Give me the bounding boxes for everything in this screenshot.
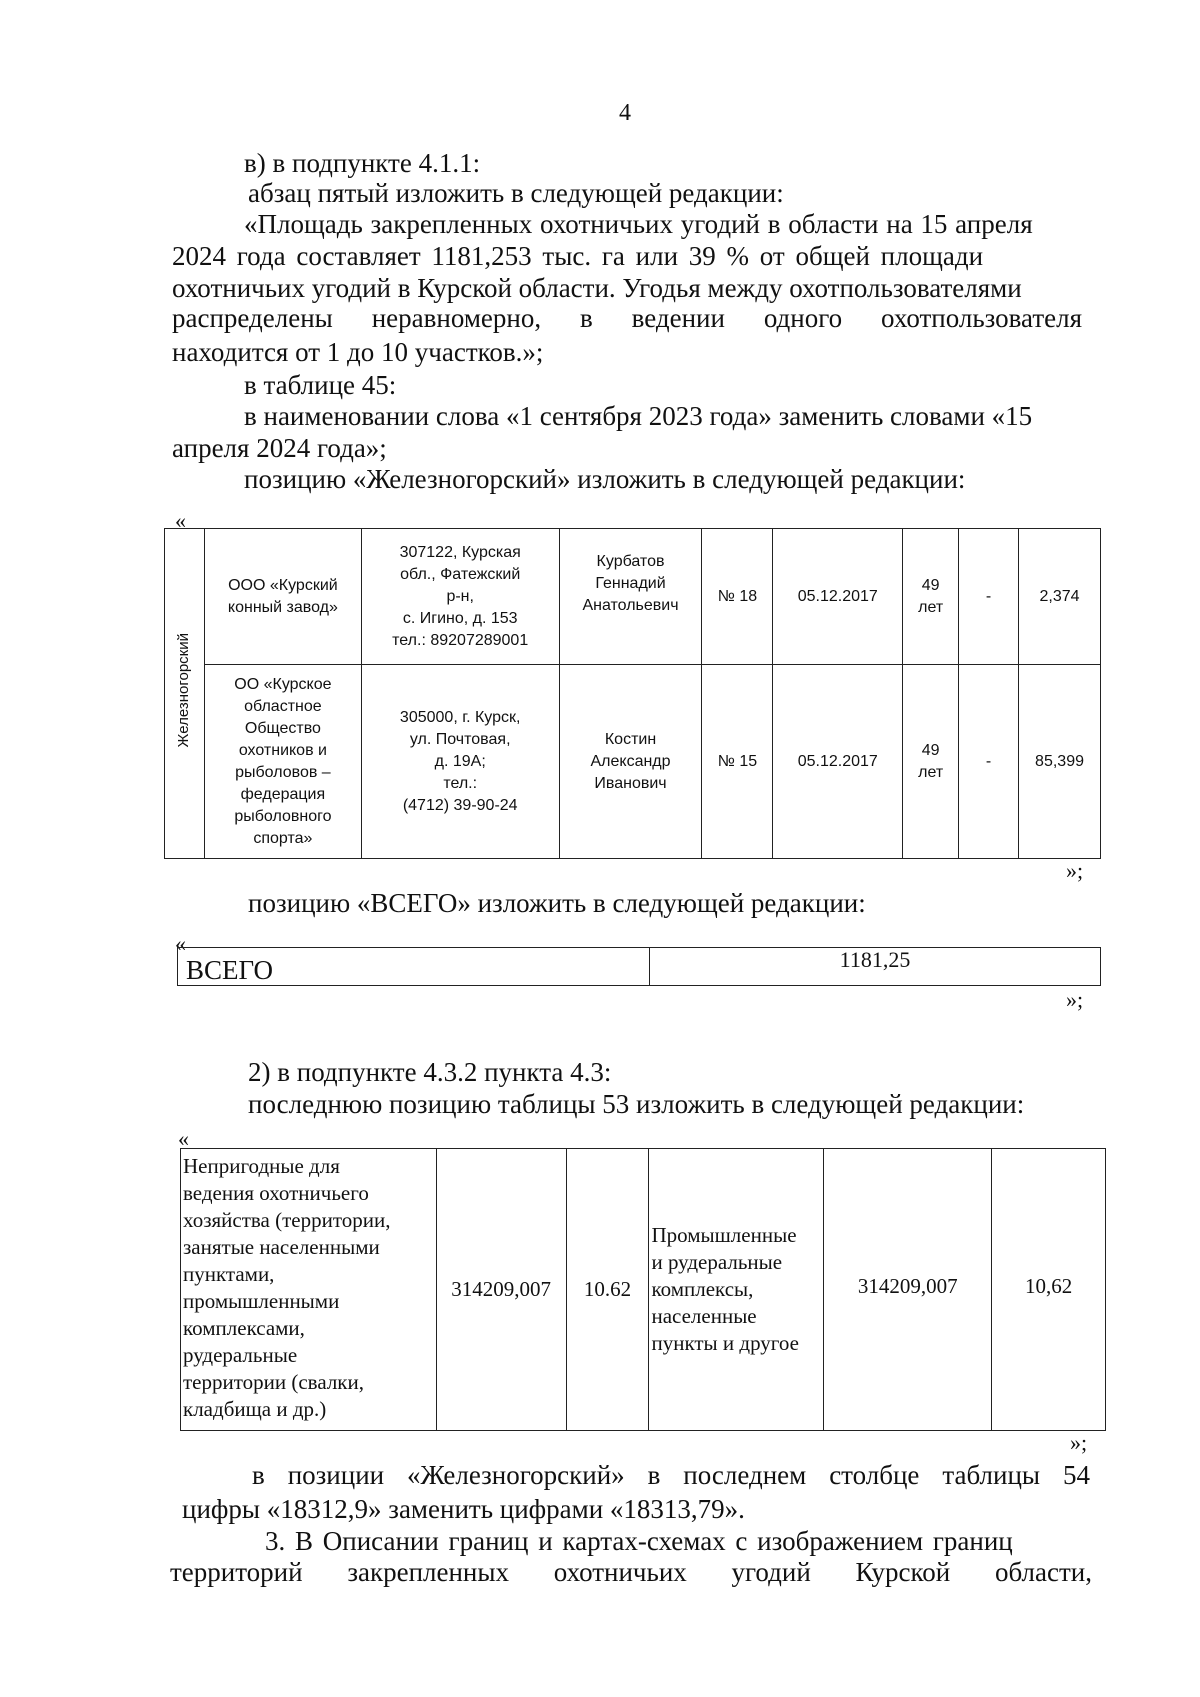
paragraph-line: в таблице 45: (244, 370, 397, 400)
word: распределены (172, 303, 333, 333)
total-value-cell: 1181,25 (650, 948, 1101, 986)
percent-cell: 10,62 (992, 1149, 1106, 1431)
person-cell: Курбатов Геннадий Анатольевич (559, 529, 702, 665)
org-cell: ОО «Курское областное Общество охотников и рыболовов – федерация рыболовного спорта» (204, 665, 361, 859)
address-cell: 307122, Курская обл., Фатежский р-н, с. Игино, д. 153 тел.: 89207289001 (361, 529, 559, 665)
paragraph-line: 2024 года составляет 1181,253 тыс. га или 39 % от общей площади (172, 241, 984, 271)
word: столбце (829, 1460, 920, 1490)
word: таблицы (942, 1460, 1041, 1490)
term-cell: 49 лет (903, 529, 959, 665)
paragraph-line: абзац пятый изложить в следующей редакции: (248, 178, 784, 208)
table-53-row (180, 1148, 1106, 1431)
table-row (165, 529, 1101, 665)
date-cell: 05.12.2017 (773, 665, 903, 859)
open-quote: « (175, 508, 186, 533)
date-cell: 05.12.2017 (773, 529, 903, 665)
justified-line (252, 1460, 1090, 1491)
area-cell: 314209,007 (824, 1149, 992, 1431)
word: области, (994, 1557, 1092, 1587)
person-cell: Костин Александр Иванович (559, 665, 702, 859)
word: в (252, 1460, 265, 1490)
table-row (181, 1149, 1106, 1431)
area-cell: 85,399 (1019, 665, 1101, 859)
type-cell: Промышленные и рудеральные комплексы, населенные пункты и другое (649, 1149, 824, 1431)
total-label-cell: ВСЕГО (178, 948, 650, 986)
word: охотничьих (553, 1557, 687, 1587)
total-table (177, 947, 1101, 986)
word: позиции (287, 1460, 385, 1490)
hunting-grounds-table (164, 528, 1101, 859)
term-cell: 49 лет (903, 665, 959, 859)
paragraph-line: позицию «Железногорский» изложить в следующей редакции: (244, 464, 966, 494)
paragraph-line: 3. В Описании границ и картах-схемах с изображением границ (265, 1526, 1013, 1556)
number-cell: № 18 (702, 529, 773, 665)
number-cell: № 15 (702, 665, 773, 859)
word: неравномерно, (371, 303, 542, 333)
category-cell: Непригодные для ведения охотничьего хозяйства (территории, занятые населенными пунктами, промышленными комплексами, рудеральные территории (свалки, кладбища и др.) (181, 1149, 437, 1431)
word: территорий (170, 1557, 303, 1587)
dash-cell: - (959, 665, 1019, 859)
paragraph-line: последнюю позицию таблицы 53 изложить в следующей редакции: (248, 1089, 1025, 1119)
area-cell: 314209,007 (436, 1149, 566, 1431)
paragraph-line: цифры «18312,9» заменить цифрами «18313,79». (182, 1494, 745, 1524)
address-cell: 305000, г. Курск, ул. Почтовая, д. 19А; тел.: (4712) 39-90-24 (361, 665, 559, 859)
dash-cell: - (959, 529, 1019, 665)
page-number: 4 (619, 100, 631, 126)
word: «Железногорский» (407, 1460, 625, 1490)
open-quote: « (175, 931, 186, 956)
close-quote: »; (1066, 987, 1084, 1012)
paragraph-line: апреля 2024 года»; (172, 433, 387, 463)
word: угодий (731, 1557, 811, 1587)
justified-line (172, 303, 1082, 334)
paragraph-line: в наименовании слова «1 сентября 2023 года» заменить словами «15 (244, 401, 1033, 431)
word: закрепленных (347, 1557, 510, 1587)
area-cell: 2,374 (1019, 529, 1101, 665)
word: охотпользователя (881, 303, 1082, 333)
word: ведении (631, 303, 725, 333)
open-quote: « (178, 1126, 189, 1151)
word: одного (763, 303, 843, 333)
org-cell: ООО «Курский конный завод» (204, 529, 361, 665)
paragraph-line: находится от 1 до 10 участков.»; (172, 337, 544, 367)
paragraph-line: позицию «ВСЕГО» изложить в следующей редакции: (248, 888, 866, 918)
district-cell (165, 529, 205, 859)
close-quote: »; (1066, 858, 1084, 883)
close-quote: »; (1070, 1430, 1088, 1455)
word: в (647, 1460, 661, 1490)
paragraph-line: охотничьих угодий в Курской области. Угодья между охотпользователями (172, 273, 1022, 303)
table-row (178, 948, 1101, 986)
district-label: Железногорский (175, 632, 193, 748)
paragraph-line: «Площадь закрепленных охотничьих угодий в области на 15 апреля (244, 209, 1033, 239)
subpoint-heading: 2) в подпункте 4.3.2 пункта 4.3: (248, 1057, 612, 1087)
percent-cell: 10.62 (566, 1149, 649, 1431)
word: в (579, 303, 593, 333)
word: Курской (855, 1557, 951, 1587)
subpoint-heading: в) в подпункте 4.1.1: (244, 148, 481, 178)
word: 54 (1062, 1460, 1090, 1490)
table-row (165, 665, 1101, 859)
word: последнем (683, 1460, 807, 1490)
justified-line (170, 1557, 1092, 1588)
